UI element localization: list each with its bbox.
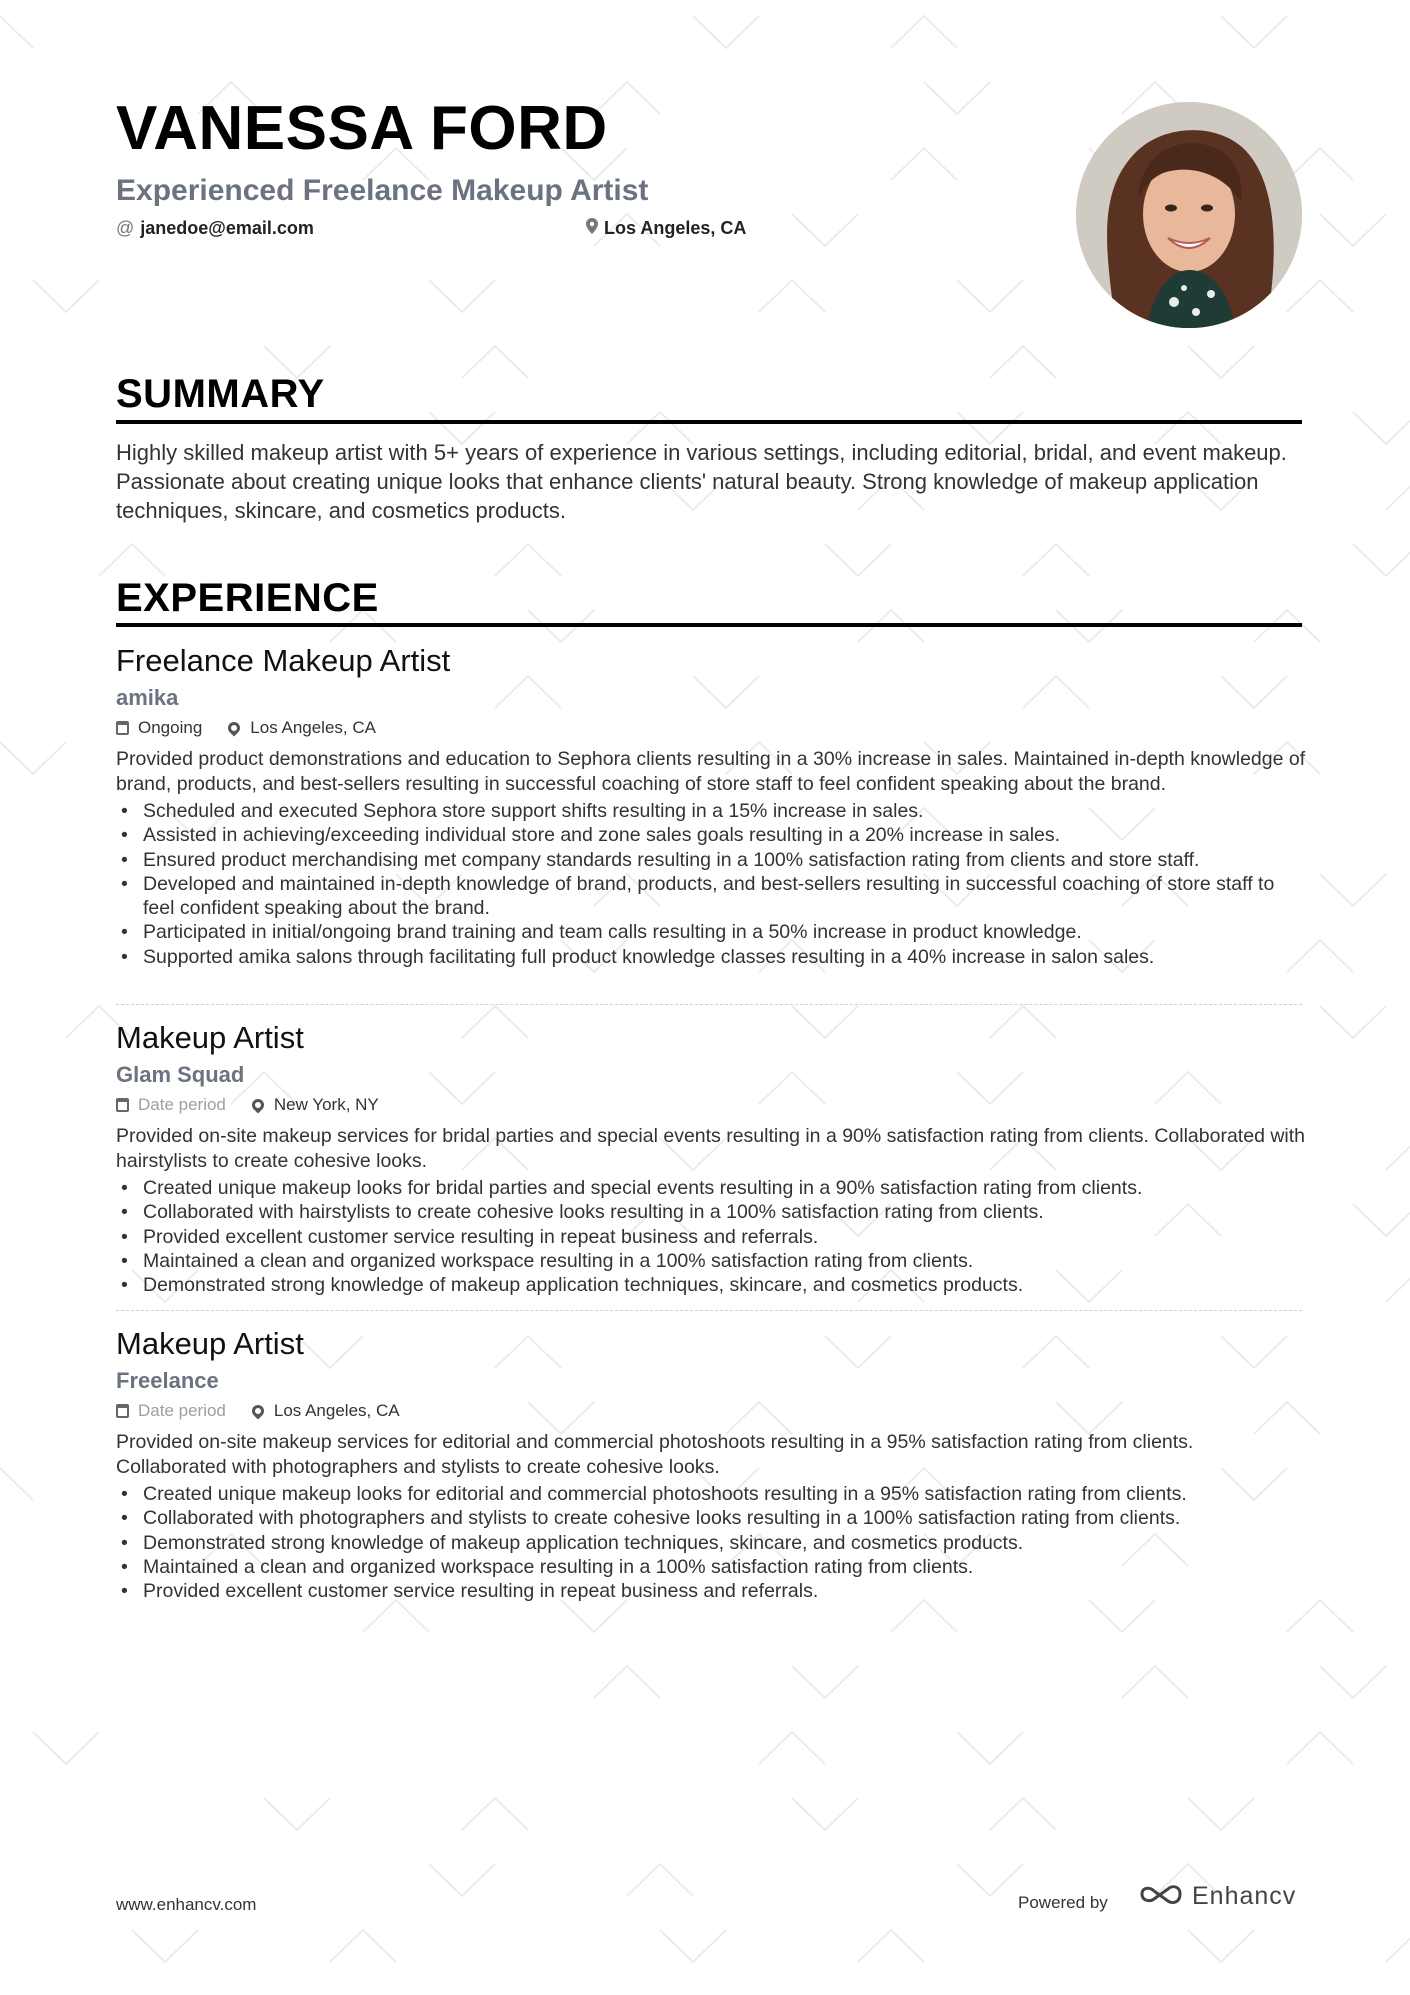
list-item: • Created unique makeup looks for bridal parties and special events resulting in a 90% satisfaction rating from clients. xyxy=(116,1176,1306,1200)
contact-location xyxy=(586,218,746,239)
experience-entry xyxy=(116,643,1306,969)
job-meta xyxy=(116,717,1306,739)
job-bullets xyxy=(116,1482,1306,1603)
calendar-icon xyxy=(116,721,129,735)
list-item: • Maintained a clean and organized workspace resulting in a 100% satisfaction rating from clients. xyxy=(116,1555,1306,1579)
list-item: • Maintained a clean and organized workspace resulting in a 100% satisfaction rating from clients. xyxy=(116,1249,1306,1273)
list-item: • Created unique makeup looks for editorial and commercial photoshoots resulting in a 95% satisfaction rating from clients. xyxy=(116,1482,1306,1506)
company-name: Glam Squad xyxy=(116,1062,245,1087)
list-item: • Provided excellent customer service resulting in repeat business and referrals. xyxy=(116,1579,1306,1603)
experience-rule xyxy=(116,623,1302,627)
experience-heading: EXPERIENCE xyxy=(116,576,379,620)
brand-name: Enhancv xyxy=(1192,1882,1297,1910)
map-pin-icon xyxy=(249,1097,266,1114)
candidate-name: VANESSA FORD xyxy=(116,94,608,163)
job-bullets xyxy=(116,799,1306,969)
location-text: Los Angeles, CA xyxy=(604,218,747,238)
job-meta xyxy=(116,1400,1306,1422)
list-item: • Demonstrated strong knowledge of makeup application techniques, skincare, and cosmetics products. xyxy=(116,1273,1306,1297)
experience-entry xyxy=(116,1326,1306,1603)
list-item: • Demonstrated strong knowledge of makeup application techniques, skincare, and cosmetics products. xyxy=(116,1531,1306,1555)
calendar-icon xyxy=(116,1404,129,1418)
job-description: Provided on-site makeup services for bridal parties and special events resulting in a 90% satisfaction rating from clients. Collaborated with hairstylists to create cohesive looks. xyxy=(116,1125,1306,1172)
contact-email[interactable] xyxy=(116,218,314,239)
summary-rule xyxy=(116,420,1302,424)
summary-heading: SUMMARY xyxy=(116,372,325,416)
job-location: Los Angeles, CA xyxy=(250,718,376,737)
entry-divider xyxy=(116,1004,1302,1005)
job-title: Makeup Artist xyxy=(116,1326,304,1361)
map-pin-icon xyxy=(226,720,243,737)
footer-url[interactable]: www.enhancv.com xyxy=(116,1895,257,1914)
job-period: Date period xyxy=(138,1401,226,1420)
job-title: Freelance Makeup Artist xyxy=(116,643,451,678)
summary-text: Highly skilled makeup artist with 5+ years of experience in various settings, including editorial, bridal, and event makeup. Passionate about creating unique looks that enhance clients' natural beauty. Strong knowledge of makeup application techniques, skincare, and cosmetics products. xyxy=(116,440,1287,523)
profile-photo xyxy=(1076,102,1302,328)
powered-by-label: Powered by xyxy=(1018,1893,1108,1912)
list-item: • Developed and maintained in-depth knowledge of brand, products, and best-sellers resulting in successful coaching of store staff to feel confident speaking about the brand. xyxy=(116,872,1306,921)
list-item: • Participated in initial/ongoing brand training and team calls resulting in a 50% increase in product knowledge. xyxy=(116,920,1306,944)
list-item: • Ensured product merchandising met company standards resulting in a 100% satisfaction rating from clients and store staff. xyxy=(116,848,1306,872)
job-location: New York, NY xyxy=(273,1095,379,1114)
job-location: Los Angeles, CA xyxy=(273,1401,400,1420)
job-title: Makeup Artist xyxy=(116,1020,304,1055)
email-text: janedoe@email.com xyxy=(140,218,314,238)
list-item: • Assisted in achieving/exceeding individual store and zone sales goals resulting in a 20% increase in sales. xyxy=(116,823,1306,847)
job-bullets xyxy=(116,1176,1306,1297)
map-pin-icon xyxy=(249,1403,266,1420)
job-period: Date period xyxy=(138,1095,226,1114)
job-description: Provided on-site makeup services for editorial and commercial photoshoots resulting in a 95% satisfaction rating from clients. Collaborated with photographers and stylists to create cohesive looks. xyxy=(116,1431,1194,1478)
enhancv-logo-icon xyxy=(1138,1881,1184,1912)
at-icon: @ xyxy=(116,218,135,238)
map-pin-icon xyxy=(586,218,598,239)
company-name: Freelance xyxy=(116,1368,219,1393)
list-item: • Scheduled and executed Sephora store support shifts resulting in a 15% increase in sales. xyxy=(116,799,1306,823)
calendar-icon xyxy=(116,1098,129,1112)
entry-divider xyxy=(116,1310,1302,1311)
candidate-headline: Experienced Freelance Makeup Artist xyxy=(116,174,649,207)
list-item: • Supported amika salons through facilitating full product knowledge classes resulting in a 40% increase in salon sales. xyxy=(116,945,1306,969)
list-item: • Provided excellent customer service resulting in repeat business and referrals. xyxy=(116,1225,1306,1249)
list-item: • Collaborated with photographers and stylists to create cohesive looks resulting in a 100% satisfaction rating from clients. xyxy=(116,1506,1306,1530)
brand-logo[interactable] xyxy=(1138,1881,1296,1912)
company-name: amika xyxy=(116,685,179,710)
list-item: • Collaborated with hairstylists to create cohesive looks resulting in a 100% satisfaction rating from clients. xyxy=(116,1200,1306,1224)
experience-entry xyxy=(116,1020,1306,1297)
job-period: Ongoing xyxy=(138,718,203,737)
job-description: Provided product demonstrations and education to Sephora clients resulting in a 30% increase in sales. Maintained in-depth knowledge of brand, products, and best-sellers resulting in successful coaching of store staff to feel confident speaking about the brand. xyxy=(116,748,1306,795)
job-meta xyxy=(116,1094,1306,1116)
